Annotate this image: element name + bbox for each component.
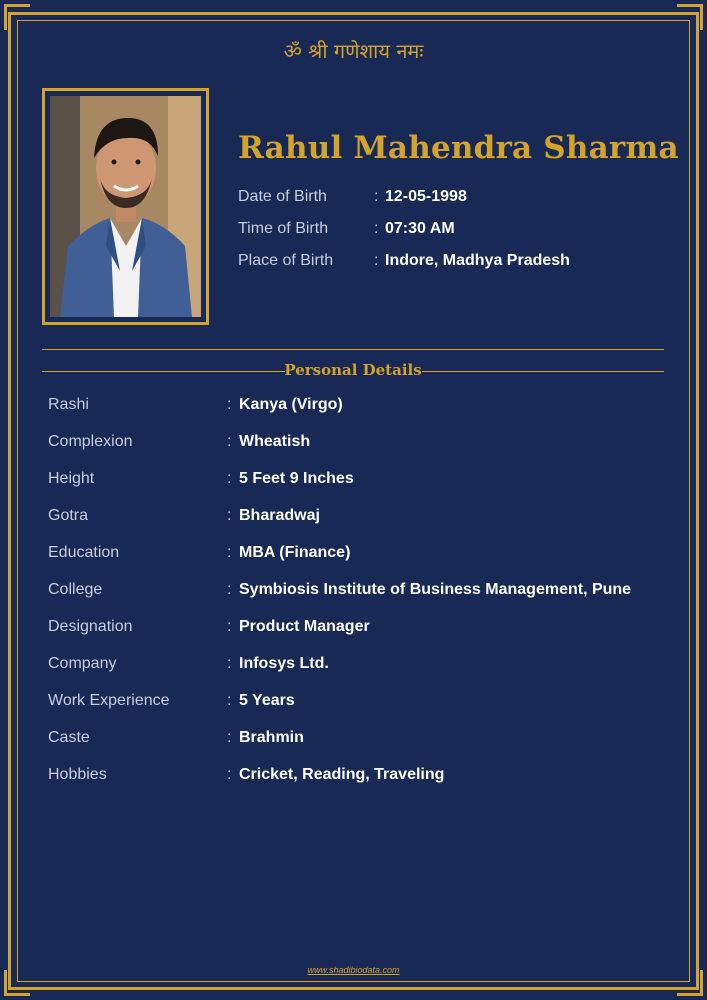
detail-label: Caste: [48, 729, 90, 746]
detail-value: MBA (Finance): [239, 544, 351, 561]
detail-row-gotra: [48, 507, 668, 531]
detail-value: Cricket, Reading, Traveling: [239, 766, 445, 783]
detail-label: College: [48, 581, 103, 598]
footer-website-link[interactable]: www.shadibiodata.com: [307, 965, 400, 975]
detail-row-caste: [48, 729, 668, 753]
detail-label: Rashi: [48, 396, 89, 413]
date-of-birth-row: [238, 188, 678, 212]
personal-details-header: [42, 361, 664, 383]
person-portrait-icon: [50, 96, 201, 317]
detail-value: Brahmin: [239, 729, 304, 746]
detail-value: Wheatish: [239, 433, 311, 450]
detail-row-hobbies: [48, 766, 668, 790]
colon-separator: :: [227, 692, 232, 709]
invocation-heading: ॐ श्री गणेशाय नमः: [283, 39, 424, 63]
detail-row-height: [48, 470, 668, 494]
detail-row-work-experience: [48, 692, 668, 716]
colon-separator: :: [227, 729, 232, 746]
colon-separator: :: [227, 618, 232, 635]
section-divider: [42, 349, 664, 350]
detail-value: Infosys Ltd.: [239, 655, 329, 672]
detail-value: 5 Feet 9 Inches: [239, 470, 354, 487]
colon-separator: :: [227, 581, 232, 598]
detail-label: Complexion: [48, 433, 133, 450]
colon-separator: :: [227, 507, 232, 524]
time-of-birth-row: [238, 220, 678, 244]
detail-label: Work Experience: [48, 692, 170, 709]
detail-row-designation: [48, 618, 668, 642]
birth-label: Place of Birth: [238, 252, 334, 269]
detail-value: Product Manager: [239, 618, 370, 635]
detail-label: Gotra: [48, 507, 89, 524]
detail-label: Company: [48, 655, 117, 672]
section-title: Personal Details: [284, 361, 422, 379]
corner-ornament-top-right: [677, 4, 703, 30]
place-of-birth-row: [238, 252, 678, 276]
birth-value: 07:30 AM: [385, 220, 455, 237]
detail-value: 5 Years: [239, 692, 295, 709]
profile-photo-frame: [42, 88, 209, 325]
birth-value: 12-05-1998: [385, 188, 467, 205]
detail-label: Hobbies: [48, 766, 107, 783]
colon-separator: :: [227, 396, 232, 413]
colon-separator: :: [227, 655, 232, 672]
birth-value: Indore, Madhya Pradesh: [385, 252, 570, 269]
detail-label: Education: [48, 544, 120, 561]
birth-label: Time of Birth: [238, 220, 329, 237]
detail-label: Height: [48, 470, 95, 487]
profile-photo: [50, 96, 201, 317]
detail-value: Kanya (Virgo): [239, 396, 343, 413]
colon-separator: :: [374, 252, 379, 269]
detail-value: Bharadwaj: [239, 507, 320, 524]
colon-separator: :: [374, 220, 379, 237]
detail-row-complexion: [48, 433, 668, 457]
detail-row-company: [48, 655, 668, 679]
title-rule-right: [422, 371, 664, 372]
birth-label: Date of Birth: [238, 188, 327, 205]
detail-row-education: [48, 544, 668, 568]
colon-separator: :: [227, 766, 232, 783]
detail-value: Symbiosis Institute of Business Management, Pune: [239, 581, 632, 598]
detail-row-college: [48, 581, 668, 605]
candidate-name: Rahul Mahendra Sharma: [238, 130, 679, 166]
colon-separator: :: [374, 188, 379, 205]
colon-separator: :: [227, 433, 232, 450]
colon-separator: :: [227, 544, 232, 561]
colon-separator: :: [227, 470, 232, 487]
detail-row-rashi: [48, 396, 668, 420]
corner-ornament-top-left: [4, 4, 30, 30]
detail-label: Designation: [48, 618, 133, 635]
